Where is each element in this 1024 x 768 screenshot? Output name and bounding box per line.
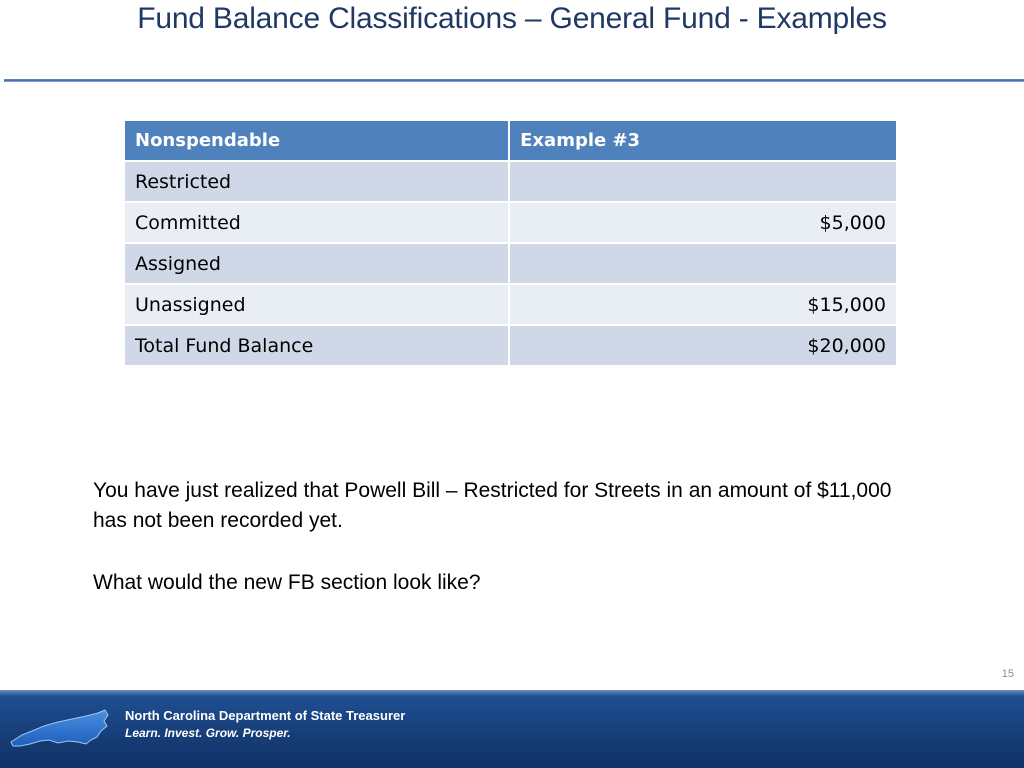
row-label: Assigned	[124, 243, 509, 284]
fund-balance-table	[123, 119, 898, 367]
table-row-total	[124, 325, 897, 366]
north-carolina-map-icon	[8, 700, 112, 752]
row-value: $5,000	[509, 202, 897, 243]
footer-highlight	[0, 690, 1024, 696]
row-value	[509, 161, 897, 202]
slide-number: 15	[1001, 668, 1014, 680]
question-text	[93, 476, 893, 598]
slide-title: Fund Balance Classifications – General Fund - Examples	[137, 2, 887, 35]
table-row	[124, 284, 897, 325]
table-row	[124, 161, 897, 202]
question-paragraph: What would the new FB section look like?	[93, 571, 481, 594]
row-label: Restricted	[124, 161, 509, 202]
table-header-row	[124, 120, 897, 161]
column-header-classification: Nonspendable	[124, 120, 509, 161]
column-header-example: Example #3	[509, 120, 897, 161]
row-label: Committed	[124, 202, 509, 243]
title-divider	[4, 79, 1024, 82]
row-value	[509, 243, 897, 284]
table-row	[124, 202, 897, 243]
table-row	[124, 243, 897, 284]
row-value: $20,000	[509, 325, 897, 366]
row-label: Unassigned	[124, 284, 509, 325]
footer-banner	[0, 690, 1024, 768]
row-value: $15,000	[509, 284, 897, 325]
organization-name: North Carolina Department of State Treasurer	[125, 708, 406, 723]
paragraph-spacer	[93, 536, 893, 568]
organization-tagline: Learn. Invest. Grow. Prosper.	[125, 726, 291, 740]
row-label: Total Fund Balance	[124, 325, 509, 366]
scenario-paragraph: You have just realized that Powell Bill – Restricted for Streets in an amount of $11,000 has not been recorded yet.	[93, 479, 892, 532]
